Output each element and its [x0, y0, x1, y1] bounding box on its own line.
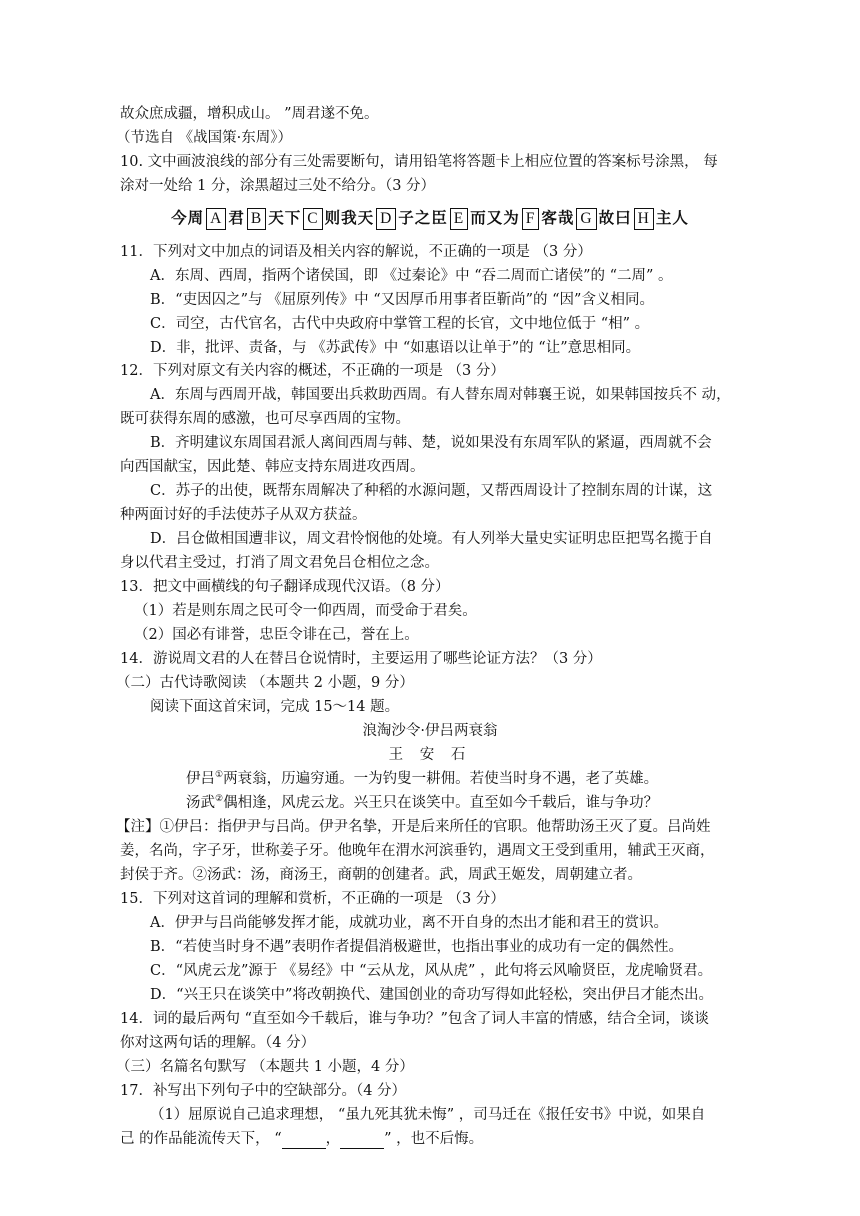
poem-note-1: 【注】①伊吕：指伊尹与吕尚。伊尹名挚，开是后来所任的官职。他帮助汤王灭了夏。吕尚姓 [116, 819, 711, 835]
q15-option-d: D．“兴王只在谈笑中”将改朝换代、建国创业的奇功写得如此轻松，突出伊吕才能杰出。 [150, 987, 713, 1003]
segment: 主人 [655, 208, 689, 227]
poem-line-1 [186, 769, 658, 789]
answer-box-e[interactable]: E [450, 208, 468, 230]
q12-option-b-1: B．齐明建议东周国君派人离间西周与韩、楚，说如果没有东周军队的紧逼，西周就不会 [150, 435, 712, 451]
q17-stem: 17．补写出下列句子中的空缺部分。（4 分） [120, 1083, 407, 1099]
q11-option-d: D．非，批评、责备，与 《苏武传》中 “如惠语以让单于”的 “让”意思相同。 [150, 340, 641, 356]
q10-text-2: 涂对一处给 1 分，涂黑超过三处不给分。（3 分） [120, 178, 436, 194]
q12-option-d-1: D．吕仓做相国遭非议，周文君怜悯他的处境。有人列举大量史实证明忠臣把骂名揽于自 [150, 531, 713, 547]
answer-box-f[interactable]: F [522, 208, 540, 230]
poetry-instruction: 阅读下面这首宋词，完成 15～14 题。 [150, 699, 400, 715]
segment: 君 [228, 208, 245, 227]
q12-option-a-1: A．东周与西周开战，韩国要出兵救助西周。有人替东周对韩襄王说，如果韩国按兵不 动， [150, 387, 731, 403]
poem-note-2: 姜，名尚，字子牙，世称姜子牙。他晚年在渭水河滨垂钓，遇周文王受到重用，辅武王灭商， [120, 843, 715, 859]
q17-item-1-a: （1）屈原说自己追求理想， “虽九死其犹未悔” ，司马迁在《报任安书》中说，如果自 [150, 1107, 706, 1123]
poem-line-2-start: 汤武 [186, 795, 215, 811]
poem-line-2-rest: 偶相逢，风虎云龙。兴王只在谈笑中。直至如今千载后，谁与争功？ [223, 795, 659, 811]
fill-blank-1[interactable] [282, 1134, 326, 1149]
passage-end-line: 故众庶成疆，增积成山。 ”周君遂不免。 [120, 106, 379, 122]
segment: 而又为 [470, 208, 520, 227]
poem-title: 浪淘沙令·伊吕两衰翁 [362, 723, 498, 739]
segment: 今周 [171, 208, 205, 227]
poem-note-3: 封侯于齐。②汤武：汤，商汤王，商朝的创建者。武，周武王姬发，周朝建立者。 [120, 867, 642, 883]
q13-sentence-1: （1）若是则东周之民可令一仰西周，而受命于君矣。 [134, 603, 477, 619]
poem-author: 王 安 石 [388, 747, 472, 763]
footnote-marker-1: ① [215, 770, 224, 781]
answer-box-h[interactable]: H [634, 208, 654, 230]
q17-comma: ， [325, 1131, 341, 1147]
q11-option-a: A．东周、西周，指两个诸侯国，即 《过秦论》中 “吞二周而亡诸侯”的 “二周” 。 [150, 268, 673, 284]
segment: 则我天 [324, 208, 375, 227]
answer-box-a[interactable]: A [206, 208, 226, 230]
q10-text-1: 10. 文中画波浪线的部分有三处需要断句，请用铅笔将答题卡上相应位置的答案标号涂黑， 每 [120, 154, 718, 170]
q14-stem: 14．游说周文君的人在替吕仓说情时，主要运用了哪些论证方法？（3 分） [120, 651, 602, 667]
poem-line-1-rest: 两衰翁，历遍穷通。一为钓叟一耕佣。若使当时身不遇，老了英雄。 [223, 771, 659, 787]
q11-option-b: B．“吏因囚之”与 《屈原列传》中 “又因厚币用事者臣靳尚”的 “因”含义相同。 [150, 292, 654, 308]
segment: 子之臣 [398, 208, 448, 227]
fill-blank-2[interactable] [340, 1134, 384, 1149]
answer-box-c[interactable]: C [303, 208, 322, 230]
q16-stem-1: 14．词的最后两句 “直至如今千载后，谁与争功？”包含了词人丰富的情感，结合全词，谈谈 [120, 1011, 709, 1027]
poem-line-2 [186, 793, 658, 813]
q12-stem: 12．下列对原文有关内容的概述，不正确的一项是 （3 分） [120, 363, 505, 379]
q12-option-a-2: 既可获得东周的感激，也可尽享西周的宝物。 [120, 411, 410, 427]
segment: 客哉 [541, 208, 575, 227]
q15-option-a: A．伊尹与吕尚能够发挥才能，成就功业，离不开自身的杰出才能和君王的赏识。 [150, 915, 668, 931]
q12-option-c-2: 种两面讨好的手法使苏子从双方获益。 [120, 507, 367, 523]
q17-text-after: ” ，也不后悔。 [384, 1131, 484, 1147]
q12-option-d-2: 身以代君主受过，打消了周文君免吕仓相位之念。 [120, 555, 439, 571]
answer-box-d[interactable]: D [376, 208, 396, 230]
q13-sentence-2: （2）国必有诽誉，忠臣令诽在己，誉在上。 [134, 627, 419, 643]
q17-item-1-b [120, 1129, 483, 1149]
footnote-marker-2: ② [215, 794, 224, 805]
poem-line-1-start: 伊吕 [186, 771, 215, 787]
q11-option-c: C．司空，古代官名，古代中央政府中掌管工程的长官，文中地位低于 “相” 。 [150, 316, 650, 332]
segment: 天下 [268, 208, 302, 227]
source-note: （节选自 《战国策·东周》） [116, 130, 292, 146]
q13-stem: 13．把文中画横线的句子翻译成现代汉语。（8 分） [120, 579, 450, 595]
q15-option-b: B．“若使当时身不遇”表明作者提倡消极避世，也指出事业的成功有一定的偶然性。 [150, 939, 683, 955]
section-recitation-heading: （三）名篇名句默写 （本题共 1 小题，4 分） [116, 1059, 414, 1075]
q10-answer-line [0, 206, 860, 230]
q15-stem: 15．下列对这首词的理解和赏析，不正确的一项是 （3 分） [120, 891, 505, 907]
q16-stem-2: 你对这两句话的理解。（4 分） [120, 1035, 316, 1051]
q12-option-c-1: C．苏子的出使，既帮东周解决了种稻的水源问题，又帮西周设计了控制东周的计谋，这 [150, 483, 713, 499]
answer-box-g[interactable]: G [576, 208, 596, 230]
q17-text-before: 己 的作品能流传天下， “ [120, 1131, 282, 1147]
q12-option-b-2: 向西国献宝，因此楚、韩应支持东周进攻西周。 [120, 459, 425, 475]
answer-box-b[interactable]: B [247, 208, 266, 230]
q11-stem: 11．下列对文中加点的词语及相关内容的解说，不正确的一项是 （3 分） [120, 244, 592, 260]
section-poetry-heading: （二）古代诗歌阅读 （本题共 2 小题，9 分） [116, 675, 414, 691]
q15-option-c: C．“风虎云龙”源于 《易经》中 “云从龙，风从虎” ，此句将云风喻贤臣，龙虎喻贤君。 [150, 963, 713, 979]
segment: 故曰 [598, 208, 632, 227]
